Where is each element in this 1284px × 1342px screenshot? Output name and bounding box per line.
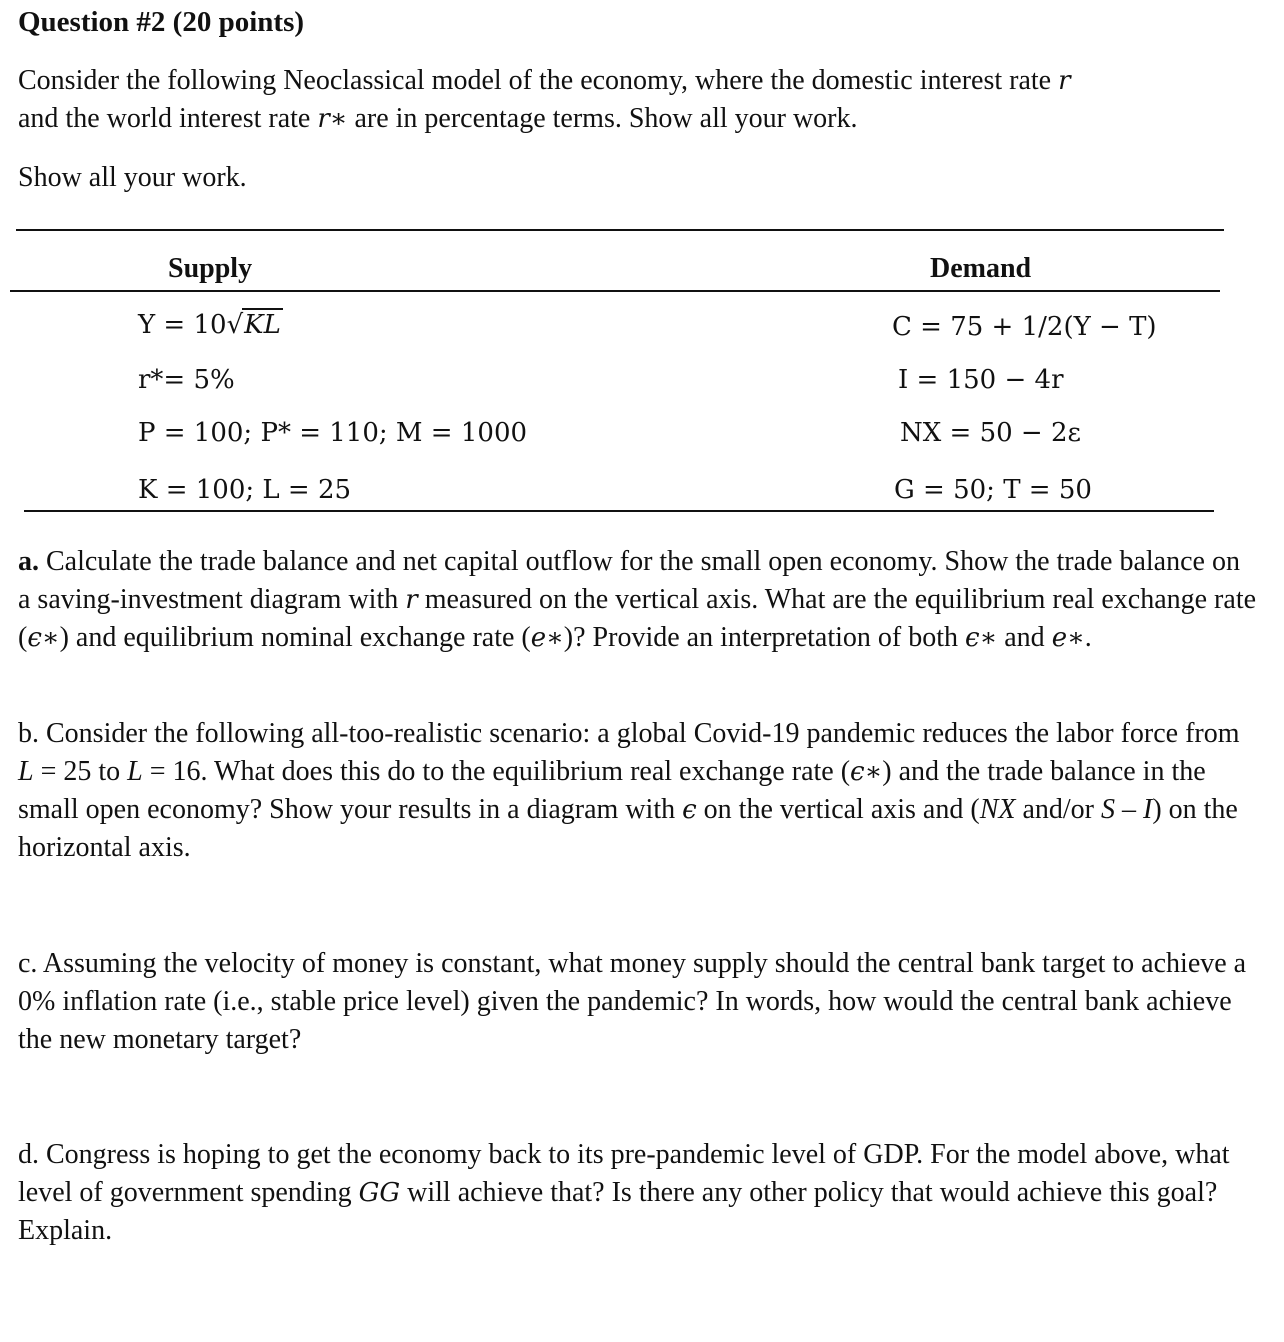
part-a: [18, 543, 1258, 657]
part-a-text-6: .: [1084, 622, 1092, 653]
world-rate-symbol: r∗: [317, 104, 348, 134]
part-a-label: a.: [18, 546, 39, 577]
intro-line2-suffix: are in percentage terms. Show all your work.: [347, 103, 858, 134]
table-bottom-rule: [24, 510, 1214, 512]
part-d-text-2: will achieve that? Is there any other policy that would achieve this goal? Explain.: [18, 1177, 1218, 1246]
show-work-note: Show all your work.: [18, 162, 247, 193]
domestic-rate-symbol: r: [1058, 66, 1071, 96]
part-a-text-3: ) and equilibrium nominal exchange rate (: [59, 622, 531, 653]
production-lhs: Y = 10: [138, 310, 227, 340]
part-b-text-4: ) and the trade balance in the small open economy? Show your results in a diagram with: [18, 756, 1206, 825]
world-interest-rate: r*= 5%: [138, 365, 235, 395]
nominal-exchange-symbol: e∗: [530, 623, 564, 653]
saving-symbol: S: [1101, 794, 1115, 825]
net-exports-function: NX = 50 − 2ε: [900, 418, 1081, 448]
table-header-rule: [10, 290, 1220, 292]
part-b-text-7: –: [1115, 794, 1143, 825]
sqrt-sign: √KL: [226, 310, 281, 340]
consumption-function: C = 75 + 1/2(Y − T): [892, 312, 1157, 342]
part-b-text: Consider the following all-too-realistic scenario: a global Covid-19 pandemic reduces the labor force from: [39, 718, 1240, 749]
price-money-values: P = 100; P* = 110; M = 1000: [138, 418, 528, 448]
capital-labor-values: K = 100; L = 25: [138, 475, 352, 505]
part-b: [18, 715, 1258, 867]
part-a-text: Calculate the trade balance and net capital outflow for the small open economy. Show the trade balance on a saving-investment diagram with: [18, 546, 1240, 615]
real-exchange-symbol-2: ϵ∗: [965, 623, 998, 653]
gg-symbol: GG: [358, 1178, 401, 1208]
production-function: [138, 310, 283, 340]
part-b-text-6: and/or: [1015, 794, 1101, 825]
part-c-label: c.: [18, 948, 38, 979]
part-c: [18, 945, 1258, 1059]
nominal-exchange-symbol-2: e∗: [1051, 623, 1085, 653]
part-d: [18, 1136, 1258, 1250]
part-d-text: Congress is hoping to get the economy back to its pre-pandemic level of GDP. For the model above, what level of government spending: [18, 1139, 1230, 1208]
intro-line1: Consider the following Neoclassical model of the economy, where the domestic interest rate: [18, 65, 1059, 96]
intro-line2-prefix: and the world interest rate: [18, 103, 318, 134]
part-b-text-5: on the vertical axis and (: [696, 794, 980, 825]
question-title: Question #2 (20 points): [18, 6, 305, 38]
part-a-text-2: measured on the vertical axis. What are the equilibrium real exchange rate (: [18, 584, 1257, 653]
part-d-label: d.: [18, 1139, 39, 1170]
part-c-text: Assuming the velocity of money is constant, what money supply should the central bank target to achieve a 0% inflation rate (i.e., stable price level) given the pandemic? In words, how would the central bank achieve the new monetary target?: [18, 948, 1247, 1055]
part-a-r-symbol: r: [405, 585, 418, 615]
real-exchange-symbol-b: ϵ∗: [850, 757, 883, 787]
intro-paragraph: [18, 62, 1258, 138]
part-b-text-3: = 16. What does this do to the equilibrium real exchange rate (: [142, 756, 851, 787]
part-a-text-5: and: [997, 622, 1052, 653]
part-b-text-8: ) on the horizontal axis.: [18, 794, 1238, 863]
labor-symbol: L: [18, 756, 34, 787]
table-top-rule: [16, 229, 1224, 231]
investment-function: I = 150 − 4r: [898, 365, 1064, 395]
part-b-label: b.: [18, 718, 39, 749]
labor-symbol-2: L: [127, 756, 143, 787]
production-radicand: KL: [244, 310, 281, 340]
demand-header: Demand: [930, 253, 1032, 284]
nx-symbol: NX: [979, 794, 1016, 825]
real-exchange-symbol: ϵ∗: [27, 623, 60, 653]
part-a-text-4: )? Provide an interpretation of both: [563, 622, 966, 653]
government-tax-values: G = 50; T = 50: [894, 475, 1092, 505]
epsilon-symbol-b: ϵ: [682, 795, 697, 825]
investment-symbol: I: [1143, 794, 1153, 825]
supply-header: Supply: [168, 253, 253, 284]
part-b-text-2: = 25 to: [33, 756, 128, 787]
